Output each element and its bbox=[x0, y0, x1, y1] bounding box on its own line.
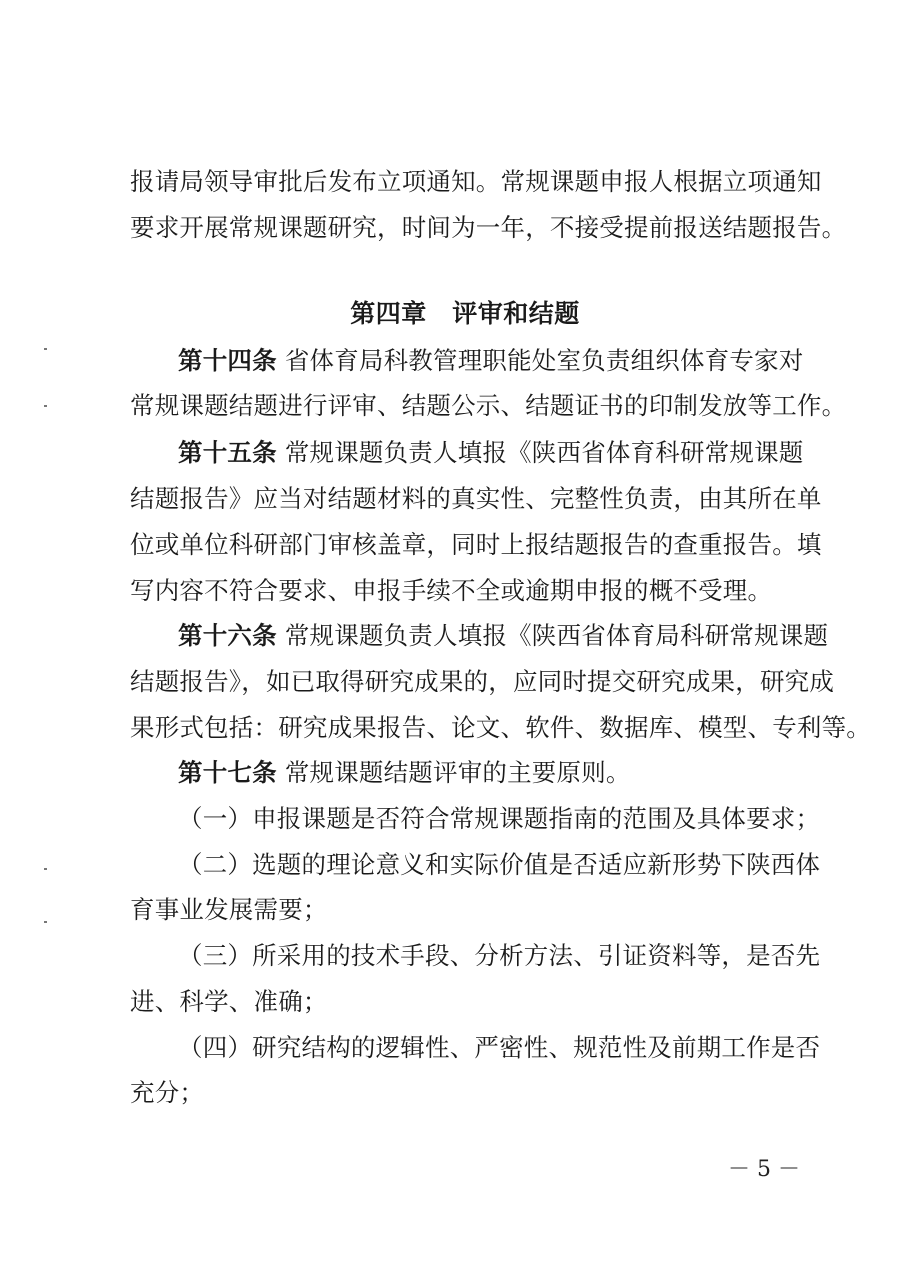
scan-mark bbox=[44, 348, 47, 350]
article-label: 第十六条 bbox=[178, 621, 277, 650]
article-text: 省体育局科教管理职能处室负责组织体育专家对 bbox=[284, 346, 804, 375]
article-14-line-1 bbox=[178, 345, 804, 377]
article-16-line-3: 果形式包括：研究成果报告、论文、软件、数据库、模型、专利等。 bbox=[130, 713, 871, 742]
article-14-line-2: 常规课题结题进行评审、结题公示、结题证书的印制发放等工作。 bbox=[130, 391, 847, 420]
article-15-line-4: 写内容不符合要求、申报手续不全或逾期申报的概不受理。 bbox=[130, 576, 773, 605]
article-label: 第十七条 bbox=[178, 758, 277, 787]
article-15-line-3: 位或单位科研部门审核盖章，同时上报结题报告的查重报告。填 bbox=[130, 530, 822, 559]
body-line: 报请局领导审批后发布立项通知。常规课题申报人根据立项通知 bbox=[130, 167, 822, 196]
article-15-line-2: 结题报告》应当对结题材料的真实性、完整性负责，由其所在单 bbox=[130, 484, 822, 513]
article-17-line-1 bbox=[178, 757, 800, 789]
article-label: 第十四条 bbox=[178, 346, 277, 375]
principle-2-line-2: 育事业发展需要； bbox=[130, 895, 328, 924]
article-label: 第十五条 bbox=[178, 438, 277, 467]
chapter-heading: 第四章 评审和结题 bbox=[350, 299, 580, 328]
article-text: 常规课题负责人填报《陕西省体育科研常规课题 bbox=[284, 438, 804, 467]
scan-mark bbox=[44, 921, 47, 923]
article-text: 常规课题结题评审的主要原则。 bbox=[284, 758, 631, 787]
article-text: 常规课题负责人填报《陕西省体育局科研常规课题 bbox=[284, 621, 829, 650]
article-16-line-2: 结题报告》，如已取得研究成果的，应同时提交研究成果，研究成 bbox=[130, 667, 835, 696]
principle-3-line-1: （三）所采用的技术手段、分析方法、引证资料等，是否先 bbox=[178, 941, 821, 970]
principle-1-line-1: （一）申报课题是否符合常规课题指南的范围及具体要求； bbox=[178, 804, 821, 833]
body-line: 要求开展常规课题研究，时间为一年，不接受提前报送结题报告。 bbox=[130, 213, 847, 242]
article-15-line-1 bbox=[178, 437, 804, 469]
principle-3-line-2: 进、科学、准确； bbox=[130, 987, 328, 1016]
article-16-line-1 bbox=[178, 620, 829, 652]
principle-4-line-2: 充分； bbox=[130, 1078, 205, 1107]
principle-4-line-1: （四）研究结构的逻辑性、严密性、规范性及前期工作是否 bbox=[178, 1033, 821, 1062]
principle-2-line-1: （二）选题的理论意义和实际价值是否适应新形势下陕西体 bbox=[178, 850, 821, 879]
page-number: － 5 － bbox=[728, 1157, 800, 1182]
scan-mark bbox=[44, 405, 47, 407]
scan-mark bbox=[44, 868, 47, 870]
